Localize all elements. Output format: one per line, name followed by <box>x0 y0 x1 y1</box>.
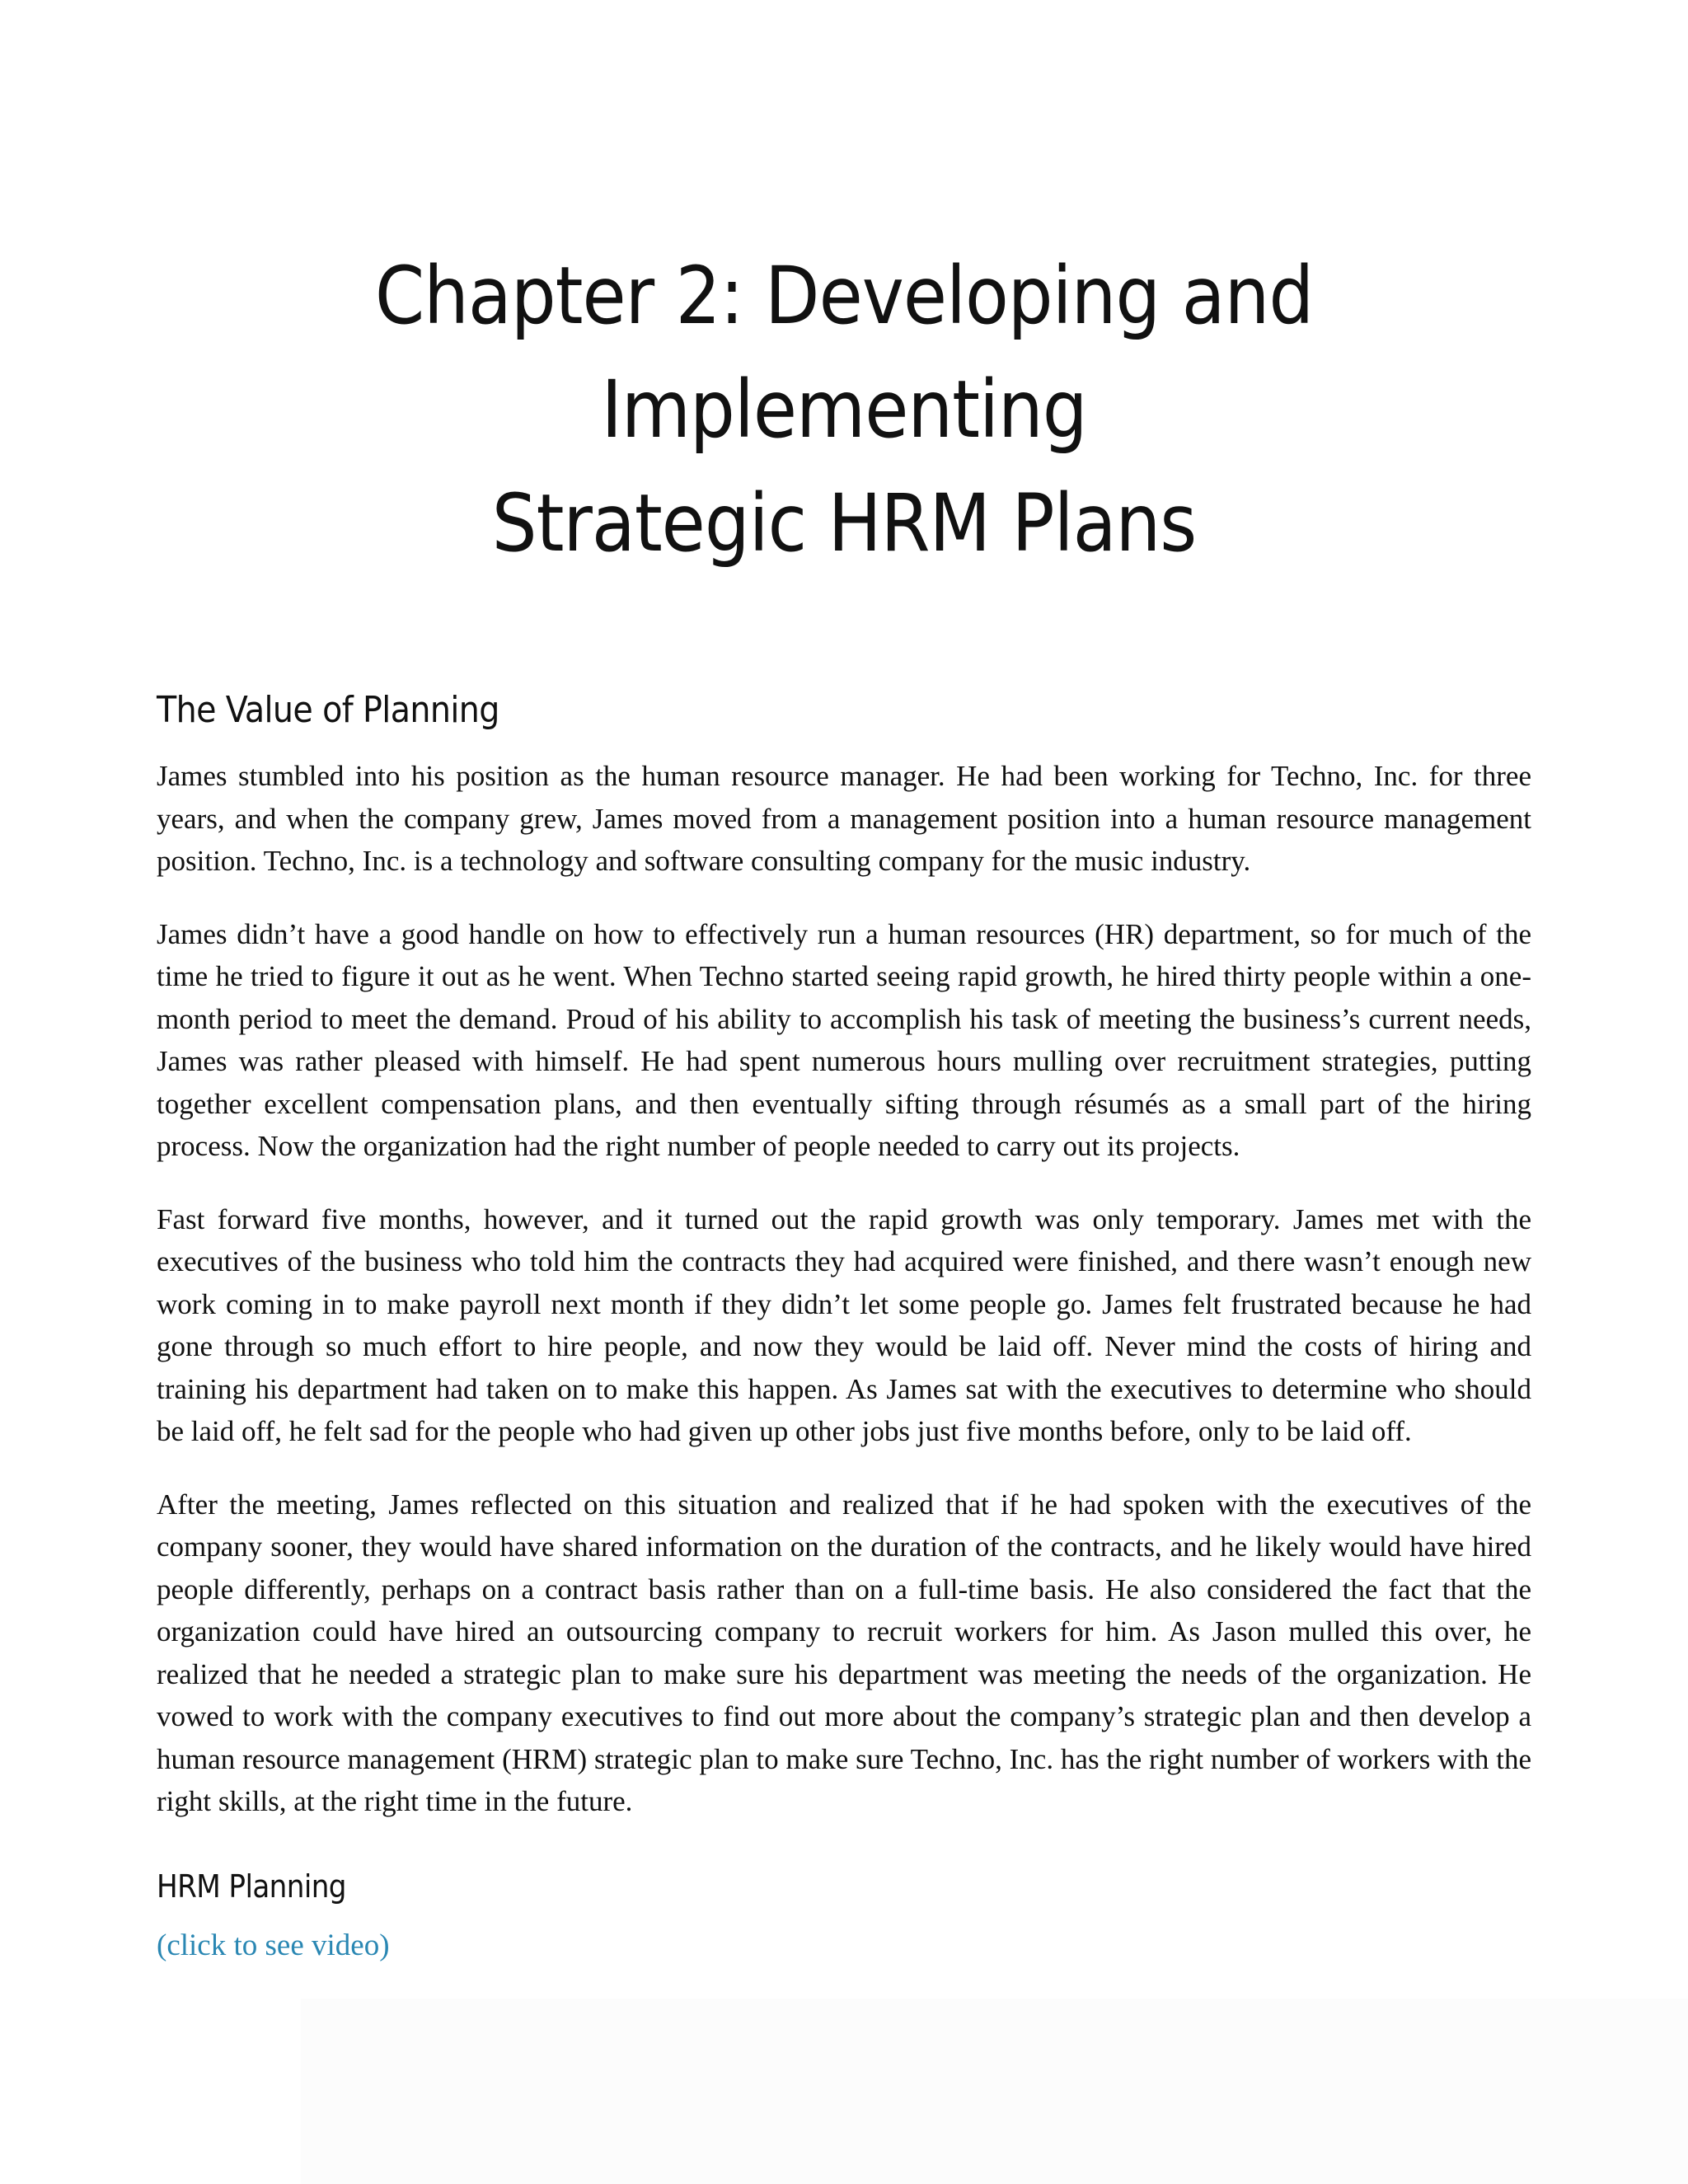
section-heading-value-of-planning: The Value of Planning <box>157 689 499 731</box>
chapter-title <box>157 239 1531 580</box>
subheading-hrm-planning: HRM Planning <box>157 1868 346 1905</box>
page-bottom-shade <box>301 1999 1688 2184</box>
chapter-content <box>157 239 1531 1966</box>
chapter-title-line-1: Chapter 2: Developing and Implementing <box>374 250 1314 456</box>
paragraph-3: Fast forward five months, however, and it turned out the rapid growth was only temporary. James met with the executives of the business who told him the contracts they had acquired were finished, and there wasn’t enough new work coming in to make payroll next month if they didn’t let some people go. James felt frustrated because he had gone through so much effort to hire people, and now they would be laid off. Never mind the costs of hiring and training his department had taken on to make this happen. As James sat with the executives to determine who should be laid off, he felt sad for the people who had given up other jobs just five months before, only to be laid off. <box>157 1202 1531 1447</box>
chapter-title-line-2: Strategic HRM Plans <box>491 477 1197 569</box>
paragraph-4: After the meeting, James reflected on this situation and realized that if he had spoken with the executives of the company sooner, they would have shared information on the duration of the contracts, and he likely would have hired people differently, perhaps on a contract basis rather than on a full-time basis. He also considered the fact that the organization could have hired an outsourcing company to recruit workers for him. As Jason mulled this over, he realized that he needed a strategic plan to make sure his department was meeting the needs of the organization. He vowed to work with the company executives to find out more about the company’s strategic plan and then develop a human resource management (HRM) strategic plan to make sure Techno, Inc. has the right number of workers with the right skills, at the right time in the future. <box>157 1488 1531 1817</box>
paragraph-1: James stumbled into his position as the human resource manager. He had been working for Techno, Inc. for three years, and when the company grew, James moved from a management position into a human resource management position. Techno, Inc. is a technology and software consulting company for the music industry. <box>157 760 1531 877</box>
paragraph-2: James didn’t have a good handle on how to effectively run a human resources (HR) department, so for much of the time he tried to figure it out as he went. When Techno started seeing rapid growth, he hired thirty people within a one-month period to meet the demand. Proud of his ability to accomplish his task of meeting the business’s current needs, James was rather pleased with himself. He had spent numerous hours mulling over recruitment strategies, putting together excellent compensation plans, and then eventually sifting through résumés as a small part of the hiring process. Now the organization had the right number of people needed to carry out its projects. <box>157 917 1531 1162</box>
video-link[interactable]: (click to see video) <box>157 1928 390 1962</box>
